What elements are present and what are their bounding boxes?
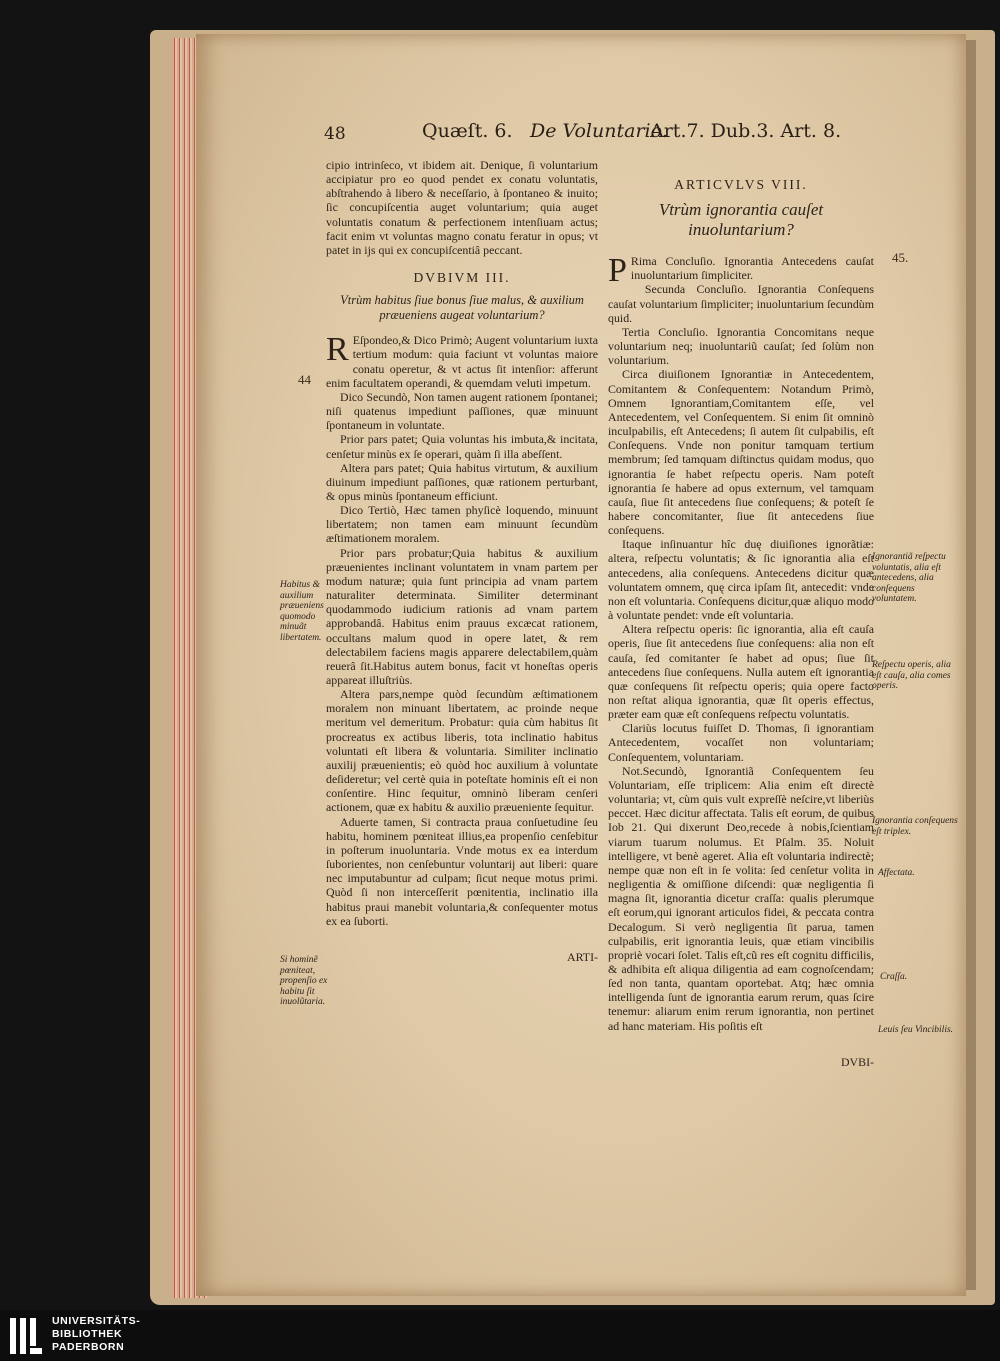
margin-note: Reſpectu operis, alia eſt cauſa, alia comes operis. (872, 660, 951, 691)
marginal-number: 45. (892, 250, 909, 265)
dubium-heading: DVBIVM III. (413, 270, 511, 286)
drop-capital: P (608, 252, 627, 290)
left-column (326, 158, 598, 964)
logo-line: BIBLIOTHEK (52, 1328, 123, 1340)
paragraph: Aduerte tamen, Si contracta praua conſuetudine ſeu habitu, hominem pœniteat illius,ea propenſio cenſebitur in poſterum inuoluntaria. Vnde motus ex ea interdum ſuborientes, non cenſebuntur voluntarij aut liberi: quare nec imputabuntur ad culpam; ſicut neque motus primi. Quòd ſi non interceſſerit pœnitentia, inclinatio illa habitus praui manebit voluntaria,& conſequenter motus ex ea ſuborti. (326, 814, 598, 928)
margin-note: Affectata. (878, 868, 915, 878)
catchword: ARTI- (567, 949, 598, 964)
logo-line: PADERBORN (52, 1341, 125, 1353)
page-gutter (966, 40, 976, 1290)
margin-note: Craſſa. (880, 972, 908, 982)
header-articles: Art.7. Dub.3. Art. 8. (650, 120, 842, 142)
paragraph: Clariùs locutus fuiſſet D. Thomas, ſi ignorantiam Antecedentem, vocaſſet non voluntariam; Conſequentem, voluntariam. (608, 721, 874, 764)
margin-note: Leuis ſeu Vincibilis. (878, 1025, 954, 1035)
article-heading: ARTICVLVS VIII. (674, 177, 808, 192)
catchword: DVBI- (840, 1054, 874, 1069)
paragraph: Altera pars patet; Quia habitus virtutum, & auxilium diuinum impediunt paſſiones, quæ rationem perturbant, & opus minùs ſpontaneum efficiunt. (326, 460, 598, 503)
margin-note: Si hominẽ pœniteat, propenſio ex habitu ſit inuolũtaria. (280, 955, 328, 1007)
margin-note: Habitus & auxilium præueniens quomodo minuãt libertatem. (280, 580, 324, 643)
paragraph: cipio intrinſeco, vt ibidem ait. Denique, ſi voluntarium accipiatur pro eo quod pendet ex conatu voluntatis, abſtrahendo à libero & neceſſario, à ſpontaneo & inuito; ſic concupiſcentia auget voluntarium; quia auget voluntatis conatum & perfectionem intenſiuam actus; facit enim vt voluntas magno conatu feratur in opus; vt patet in ijs qui ex concupiſcentiâ peccant. (326, 158, 598, 257)
header-question: Quæſt. 6. (422, 120, 513, 142)
paragraph: Dico Tertiò, Hæc tamen phyſicè loquendo, minuunt libertatem; non tamen eam minuunt ſecundùm æſtimationem moralem. (326, 503, 598, 546)
library-logo (0, 1310, 1000, 1361)
paragraph: Prior pars patet; Quia voluntas his imbuta,& incitata, cenſetur minùs ex ſe operari, quàm ſi illa abeſſent. (326, 432, 598, 461)
paragraph: Circa diuiſionem Ignorantiæ in Antecedentem, Comitantem & Conſequentem: Notandum Primò, Omnem Ignorantiam,Comitantem eſſe, vel Antecedentem, vel Conſequentem. Si enim ſit omninò inculpabilis, eſt Antecedens; ſi autem ſit culpabilis, eſt Conſequens. Vnde non ponitur tamquam tertium membrum; ſed tamquam diſtinctus quidam modus, quo ignorantia ſe habet reſpectu operis. Nam poteſt ignorantia ſe habere ad opus externum, vel tamquam cauſa, ſiue ſit antecedens ſiue conſequens; & poteſt ſe habere concomitanter, ſiue ſit antecedens ſiue conſequens. (608, 367, 874, 538)
paragraph: Altera reſpectu operis: ſic ignorantia, alia eſt cauſa operis, ſiue ſit antecedens ſiue conſequens: alia non eſt cauſa, ſed comitanter ſe habet ad opus; ſiue ſit antecedens ſiue conſequens. Nulla autem eſt ignorantia quæ conſequens ſit reſpectu operis; quia opere facto non reſtat aliqua ignorantia, quæ ſit operis effectus, præter eam quæ eſt conſequens reſpectu voluntatis. (608, 622, 874, 722)
marginal-number: 44 (298, 372, 311, 387)
logo-line: UNIVERSITÄTS- (52, 1315, 141, 1327)
header-topic: De Voluntario. (530, 120, 668, 142)
library-logo-icon (6, 1314, 46, 1358)
paragraph: Dico Secundò, Non tamen augent rationem ſpontanei; niſi quatenus impediunt paſſiones, quæ minuunt ſpontaneum in voluntate. (326, 389, 598, 433)
paragraph: Itaque inſinuantur hîc duę diuiſiones ignorãtiæ: altera, reſpectu voluntatis; & ſic ignorantia alia eſt antecedens, alia conſequens. Antecedens dicitur quæ voluntatem omnem, quę circa ipſam ſit, antecedit: vnde non eſt voluntaria. Conſequens dicitur,quæ aliquo modo à voluntate pendet: vnde eſt voluntaria. (608, 537, 874, 623)
paragraph: Altera pars,nempe quòd ſecundùm æſtimationem moralem non minuant libertatem, ac proinde neque meritum vel demeritum. Probatur: quia cùm habitus ſit procreatus ex actibus liberis, tota inclinatio habitus voluntati eſt libera & voluntaria. Similiter inclinatio auxilij præuenientis; eò quòd hoc auxilium à voluntate deſideretur; vel certè quia in poteſtate hominis eſt ei non conſentire. Hinc ſequitur, omninò liberam cenſeri actionem, quæ ex habitu & auxilio præueniente ſequitur. (326, 687, 598, 815)
paragraph: Tertia Concluſio. Ignorantia Concomitans neque voluntarium neq; inuoluntariũ cauſat; ſed ſolùm non voluntarium. (608, 324, 874, 368)
article-title: Vtrùm ignorantia cauſet inuoluntarium? (658, 200, 824, 240)
margin-note: Ignorantia conſequens eſt triplex. (872, 816, 958, 837)
paragraph: Prior pars probatur;Quia habitus & auxilium præuenientes inclinant voluntatem in vnam partem per modum naturæ; quia ſunt principia ad vnam partem naturaliter determinata. Similiter determinant quodammodo iudicium rationis ad vnam partem approbandâ. Habitus enim prauus excæcat rationem, occultans malum quod in opere latet, & rem delectabilem faciens magis apparere delectabilem,quàm reuerâ ſit.Habitus autem bonus, facit vt honeſtas operis appareat illuſtriùs. (326, 545, 598, 687)
library-logo-text (52, 1315, 140, 1354)
drop-capital: R (326, 331, 349, 369)
paragraph: Not.Secundò, Ignorantiã Conſequentem ſeu Voluntariam, eſſe triplicem: Alia enim eſt directè voluntaria; vt, cùm quis vult expreſſè neſcire,vt liberiùs peccet. Hæc dicitur affectata. Talis eſt eorum, de quibus Iob 21. Qui dixerunt Deo,recede à nobis,ſcientiam viarum tuarum nolumus. Et Pſalm. 35. Noluit intelligere, vt benè ageret. Alia eſt voluntaria indirectè; nempe quæ non eſt in ſe volita: ſed cenſetur volita in negligentia & omiſſione diſcendi: quæ negligentia ſi magna ſit, ignorantia dicetur craſſa: qualis plerumque eſt eorum,qui ignorant articulos fidei, & peccata contra Decalogum. Si verò negligentia ſit parua, tamen culpabilis, erit ignorantia leuis, quæ etiam vincibilis propriè vocari ſolet. Talis eſt,cũ res eſt cognitu difficilis, & adhibita eſt aliqua diligentia ad eam cognoſcendam; ſed non tanta, quantam oportebat. Atq; hæc omnia intelligenda ſunt de ignorantia earum rerum, quas ſcire tenemur: aliarum enim rerum ignorantia, non pertinet ad hanc materiam. His poſitis eſt (608, 763, 874, 1033)
page-number: 48 (324, 124, 346, 144)
paragraph: Secunda Concluſio. Ignorantia Conſequens cauſat voluntarium ſimpliciter; inuoluntarium ſecundùm quid. (608, 282, 874, 325)
paragraph: R Eſpondeo,& Dico Primò; Augent voluntarium iuxta tertium modum: quia faciunt vt voluntas maiore conatu operetur, & vt actus ſit intenſior: afferunt enim facultatem operandi, & quemdam veluti impetum. (326, 331, 598, 390)
margin-note: Ignorantiã reſpectu voluntatis, alia eſt antecedens, alia conſequens voluntatem. (872, 552, 946, 604)
right-column (608, 164, 874, 1069)
paragraph: P Rima Concluſio. Ignorantia Antecedens cauſat inuoluntarium ſimpliciter. (608, 252, 874, 290)
dubium-title: Vtrùm habitus ſiue bonus ſiue malus, & auxilium præueniens augeat voluntarium? (340, 293, 584, 323)
